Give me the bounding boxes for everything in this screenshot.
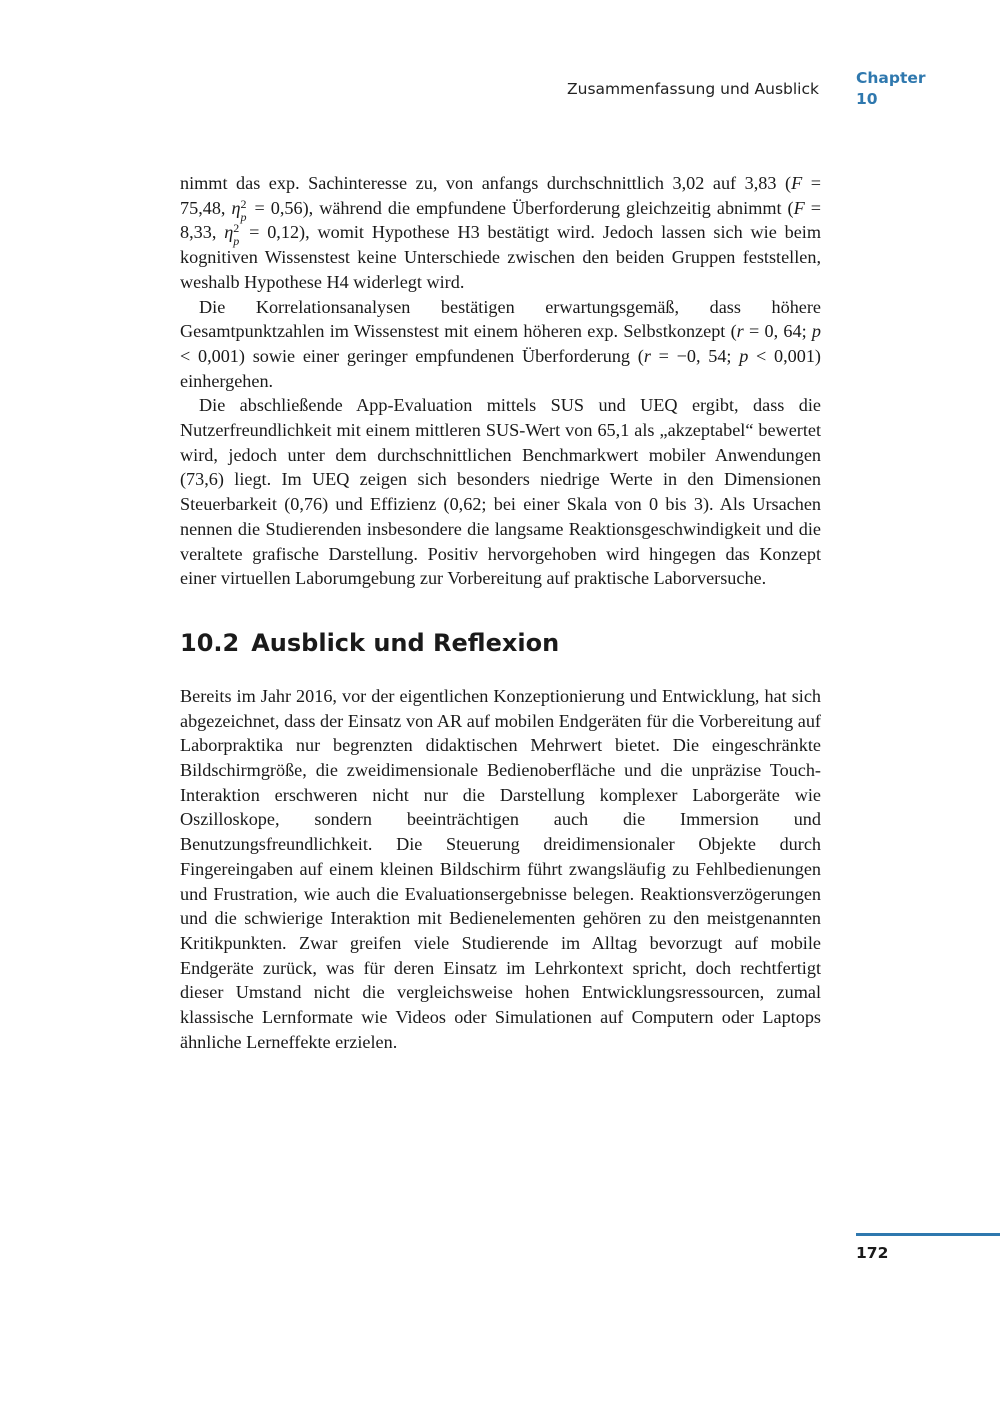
running-title: Zusammenfassung und Ausblick xyxy=(567,80,819,98)
text-run: = −0, 54; xyxy=(650,345,740,366)
math-symbol: p xyxy=(811,321,821,342)
text-run: = 0, 64; xyxy=(743,321,812,342)
text-run: nimmt das exp. Sachinteresse zu, von anfangs durchschnittlich 3,02 auf 3,83 ( xyxy=(180,173,792,193)
paragraph-outlook: Bereits im Jahr 2016, vor der eigentlichen Konzeptionierung und Entwicklung, hat sich abgezeichnet, dass der Einsatz von AR auf mobilen Endgeräten für die Vorbereitung auf Laborpraktika nur begrenzten didaktischen Mehrwert bietet. Die eingeschränkte Bildschirmgröße, die zweidimensionale Bedienoberfläche und die unpräzise Touch-Interaktion erschweren nicht nur die Darstellung komplexer Laborgeräte wie Oszilloskope, sondern beeinträchtigen auch die Immersion und Benutzungsfreundlichkeit. Die Steuerung dreidimensionaler Objekte durch Fingereingaben auf einem kleinen Bildschirm führt zwangsläufig zu Fehlbedienungen und Frustration, wie auch die Evaluationsergebnisse belegen. Reaktionsverzögerungen und die schwierige Interaktion mit Bedienelementen gehören zu den meistgenannten Kritikpunkten. Zwar greifen viele Studierende im Alltag bevorzugt auf mobile Endgeräte zurück, was für deren Einsatz im Lehrkontext spricht, doch rechtfertigt dieser Umstand nicht die vergleichsweise hohen Entwicklungsressourcen, zumal klassische Lernformate wie Videos oder Simulationen auf Computern oder Laptops ähnliche Lerneffekte erzielen. xyxy=(180,685,821,1052)
chapter-tab xyxy=(856,68,926,110)
paragraph-app-evaluation: Die abschließende App-Evaluation mittels SUS und UEQ ergibt, dass die Nutzerfreundlichkeit mit einem mittleren SUS-Wert von 65,1 als „akzeptabel“ bewertet wird, jedoch unter dem durchschnittlichen Benchmarkwert mobiler Anwendungen (73,6) liegt. Im UEQ zeigen sich besonders niedrige Werte in den Dimensionen Steuerbarkeit (0,76) und Effizienz (0,62; bei einer Skala von 0 bis 3). Als Ursachen nennen die Studierenden insbesondere die langsame Reaktionsgeschwindigkeit und die veraltete grafische Darstellung. Positiv hervorgehoben wird hingegen das Konzept einer virtuellen Laborumgebung zur Vorbereitung auf praktische Laborversuche. xyxy=(180,395,821,589)
text-run: < 0,001) sowie einer geringer empfundenen Überforderung ( xyxy=(180,345,644,366)
math-superscript: 2 xyxy=(233,221,240,236)
text-run: = 0,12), womit Hypothese H3 bestätigt wird. Jedoch lassen sich wie beim kognitiven Wissenstest keine Unterschiede zwischen den beiden Gruppen feststellen, weshalb Hypothese H4 widerlegt wird. xyxy=(180,222,821,292)
paragraph-results-interest xyxy=(180,171,821,295)
math-symbol: η xyxy=(224,222,234,243)
text-run: = 8,33, xyxy=(180,197,821,243)
section-number: 10.2 xyxy=(180,628,240,657)
page-number: 172 xyxy=(856,1244,889,1262)
section-title: Ausblick und Reflexion xyxy=(251,628,560,657)
chapter-label: Chapter xyxy=(856,69,926,87)
math-symbol: F xyxy=(791,173,803,193)
section-heading xyxy=(180,628,821,658)
chapter-number: 10 xyxy=(856,90,878,108)
math-symbol: r xyxy=(643,345,651,366)
footer-rule xyxy=(856,1233,1000,1236)
text-run: < 0,001) einhergehen. xyxy=(180,345,821,391)
math-subscript: p xyxy=(233,234,240,249)
math-symbol: p xyxy=(739,345,749,366)
math-symbol: F xyxy=(793,197,805,218)
body-text xyxy=(180,171,821,1055)
math-symbol: r xyxy=(736,321,744,342)
math-subscript: p xyxy=(240,209,247,224)
text-run: Die Korrelationsanalysen bestätigen erwartungsgemäß, dass höhere Gesamtpunktzahlen im Wissenstest mit einem höheren exp. Selbstkonzept ( xyxy=(180,296,821,342)
text-run: = 0,56), während die empfundene Überforderung gleichzeitig abnimmt ( xyxy=(248,197,794,218)
math-superscript: 2 xyxy=(240,196,247,211)
text-run: = 75,48, xyxy=(180,173,821,218)
paragraph-correlation xyxy=(180,295,821,394)
math-symbol: η xyxy=(231,197,241,218)
